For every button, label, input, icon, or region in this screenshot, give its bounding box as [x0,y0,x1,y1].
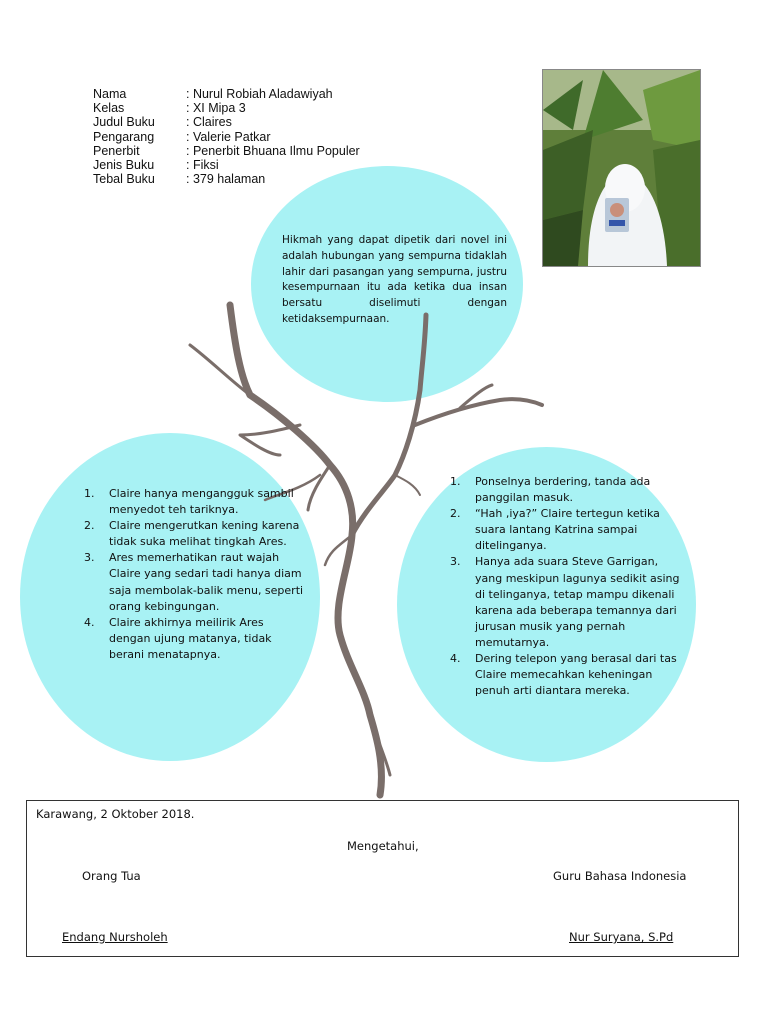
info-value: : Penerbit Bhuana Ilmu Populer [186,143,360,158]
item-text: Claire hanya mengangguk sambil menyedot teh tariknya. [109,487,294,517]
signature-box [26,800,739,957]
student-photo [542,69,701,267]
item-text: Hanya ada suara Steve Garrigan, yang meskipun lagunya sedikit asing di telinganya, tetap mampu dikenali karena ada beberapa temannya dari jurusan musik yang pernah memutarnya. [475,555,680,649]
info-row-nama [93,87,360,101]
info-row-jenis [93,158,360,172]
item-number: 3. [450,555,461,569]
acknowledged-label: Mengetahui, [347,839,419,853]
info-value: : 379 halaman [186,172,266,187]
item-number: 2. [84,519,95,533]
info-value: : XI Mipa 3 [186,101,246,116]
moral-lesson-text: Hikmah yang dapat dipetik dari novel ini adalah hubungan yang sempurna tidaklah lahir dari pasangan yang sempurna, justru kesempurnaan itu ada ketika dua insan bersatu diselimuti dengan ketidaksempurnaan. [282,234,507,325]
item-text: Claire akhirnya meilirik Ares dengan ujung matanya, tidak berani menatapnya. [109,615,272,661]
book-info [93,87,360,186]
list-item [450,554,682,651]
parent-role: Orang Tua [82,869,141,883]
item-text: Claire mengerutkan kening karena tidak suka melihat tingkah Ares. [109,519,300,549]
item-text: “Hah ,iya?” Claire tertegun ketika suara lantang Katrina sampai ditelinganya. [475,507,660,553]
info-value: : Valerie Patkar [186,129,271,144]
teacher-role: Guru Bahasa Indonesia [553,869,687,883]
list-item [450,474,682,506]
parent-name: Endang Nursholeh [62,930,168,944]
info-row-penerbit [93,144,360,158]
info-label: Jenis Buku [93,158,155,173]
right-excerpt-list [450,474,682,699]
info-label: Nama [93,87,127,101]
list-item [84,486,304,518]
item-text: Ares memerhatikan raut wajah Claire yang sedari tadi hanya diam saja membolak-balik menu, seperti orang kebingungan. [109,551,304,613]
info-row-pengarang [93,130,360,144]
info-row-judul [93,115,360,129]
photo-illustration [543,70,700,266]
info-row-kelas [93,101,360,115]
item-number: 3. [84,551,95,565]
info-value: : Nurul Robiah Aladawiyah [186,87,333,101]
info-label: Pengarang [93,129,155,144]
list-item [84,550,304,614]
list-item [84,518,304,550]
left-excerpt-list [84,486,304,663]
place-date: Karawang, 2 Oktober 2018. [36,807,195,821]
list-item [450,506,682,554]
item-number: 1. [450,475,461,488]
teacher-name: Nur Suryana, S.Pd [569,930,674,944]
list-item [84,615,304,663]
item-number: 4. [450,652,461,666]
info-label: Tebal Buku [93,172,155,187]
item-number: 2. [450,507,461,521]
item-number: 4. [84,615,95,629]
info-label: Penerbit [93,143,140,158]
info-label: Judul Buku [93,115,155,130]
info-label: Kelas [93,101,125,116]
item-text: Ponselnya berdering, tanda ada panggilan masuk. [475,475,651,505]
info-value: : Fiksi [186,158,219,173]
info-value: : Claires [186,115,232,130]
list-item [450,651,682,699]
item-text: Dering telepon yang berasal dari tas Claire memecahkan keheningan penuh arti diantara mereka. [475,652,677,698]
item-number: 1. [84,487,95,500]
